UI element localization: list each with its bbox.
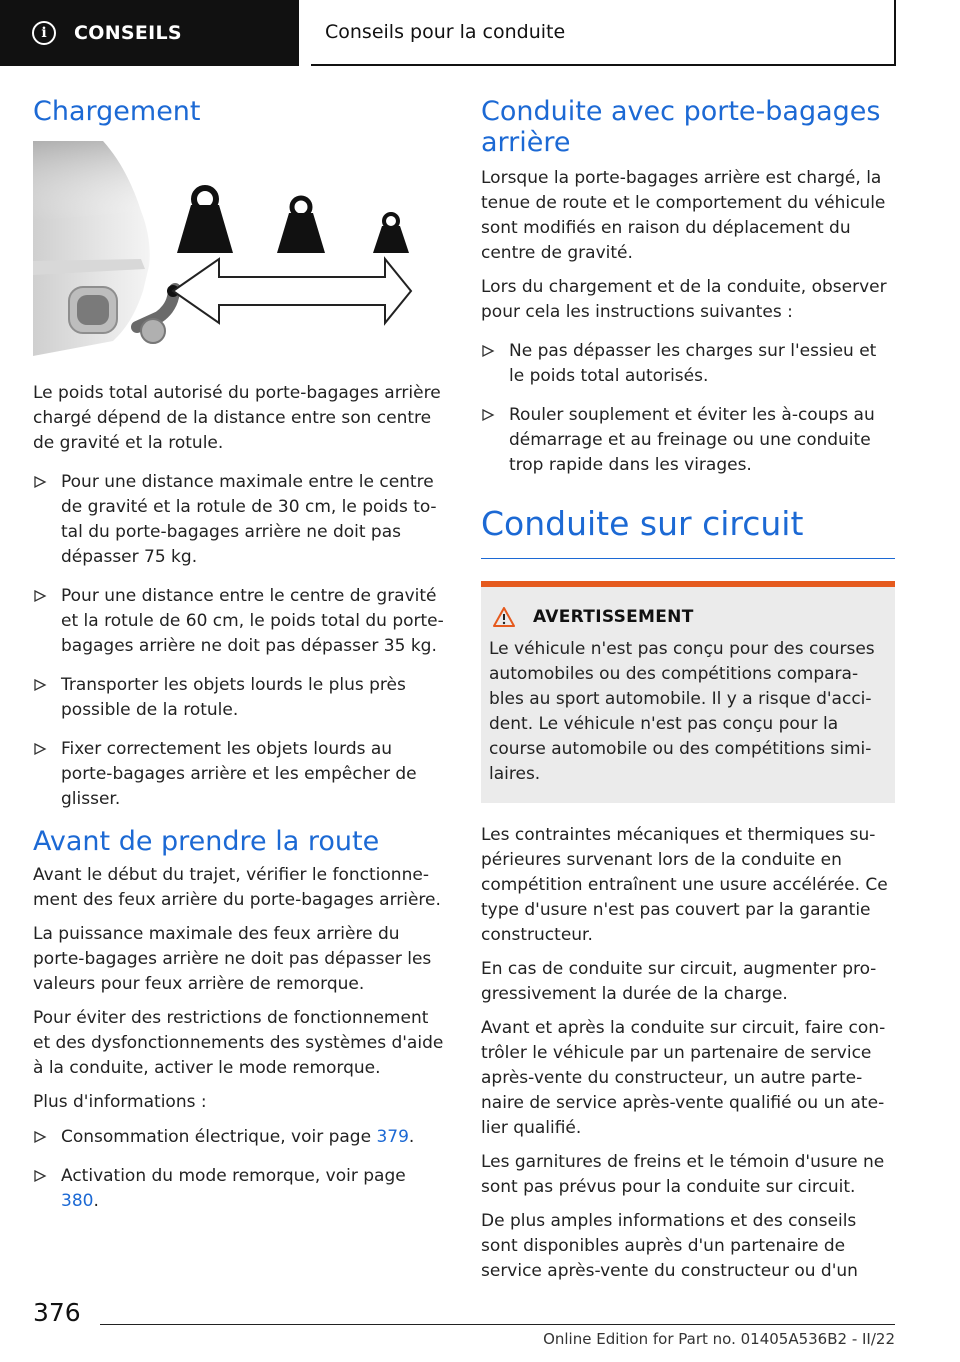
paragraph: Avant le début du trajet, vérifier le fonctionnement des feux arrière du porte-bagages arrière. bbox=[33, 865, 441, 910]
paragraph: Lors du chargement et de la conduite, observer pour cela les instructions suivantes : bbox=[481, 277, 887, 322]
left-column bbox=[33, 96, 446, 1228]
paragraph: Pour éviter des restrictions de fonctionnement et des dysfonctionnements des systèmes d'aide à la conduite, activer le mode remorque. bbox=[33, 1008, 444, 1078]
warning-title: AVERTISSEMENT bbox=[493, 607, 885, 627]
warning-text: Le véhicule n'est pas conçu pour des courses automobiles ou des compétitions comparables au sport automobile. Il y a risque d'accident. Le véhicule n'est pas conçu pour la course automobile ou des compétitions similaires. bbox=[489, 639, 875, 784]
paragraph: De plus amples informations et des conseils sont disponibles auprès d'un partenaire de service après-vente du constructeur ou d'un bbox=[481, 1211, 858, 1281]
paragraph: Avant et après la conduite sur circuit, faire contrôler le véhicule par un partenaire de service après-vente du constructeur, un autre partenaire de service après-vente qualifié ou un atelier qualifié. bbox=[481, 1018, 886, 1138]
bullet-list bbox=[33, 470, 446, 812]
warning-box bbox=[481, 581, 895, 803]
header-title: Conseils pour la conduite bbox=[311, 0, 896, 66]
list-item: Pour une distance maximale entre le centre de gravité et la rotule de 30 cm, le poids total du porte-bagages arrière ne doit pas dépasser 75 kg. bbox=[33, 470, 446, 570]
triangle-bullet-icon bbox=[481, 408, 495, 422]
paragraph: Lorsque la porte-bagages arrière est chargé, la tenue de route et le comportement du véhicule sont modifiés en raison du déplacement du centre de gravité. bbox=[481, 168, 886, 263]
paragraph: La puissance maximale des feux arrière du porte-bagages arrière ne doit pas dépasser les valeurs pour feux arrière de remorque. bbox=[33, 924, 432, 994]
triangle-bullet-icon bbox=[33, 589, 47, 603]
list-item: Rouler souplement et éviter les à-coups au démarrage et au freinage ou une conduite trop rapide dans les virages. bbox=[481, 403, 895, 478]
paragraph: Le poids total autorisé du porte-bagages arrière chargé dépend de la distance entre son centre de gravité et la rotule. bbox=[33, 383, 441, 453]
weight-small-icon bbox=[373, 214, 409, 253]
bullet-list bbox=[481, 339, 895, 478]
list-item: Ne pas dépasser les charges sur l'essieu et le poids total autorisés. bbox=[481, 339, 895, 389]
list-item: Consommation électrique, voir page 379. bbox=[33, 1125, 446, 1150]
footer-rule bbox=[100, 1324, 895, 1325]
list-item: Activation du mode remorque, voir page 380. bbox=[33, 1164, 446, 1214]
triangle-bullet-icon bbox=[33, 1169, 47, 1183]
right-column bbox=[481, 96, 895, 1293]
reference-list bbox=[33, 1125, 446, 1214]
load-distance-illustration bbox=[33, 141, 446, 363]
warning-triangle-icon bbox=[493, 607, 515, 627]
list-item: Pour une distance entre le centre de gravité et la rotule de 60 cm, le poids total du porte-bagages arrière ne doit pas dépasser 35 kg. bbox=[33, 584, 446, 659]
paragraph: En cas de conduite sur circuit, augmenter progressivement la durée de la charge. bbox=[481, 959, 877, 1004]
weight-medium-icon bbox=[277, 198, 325, 253]
page-link-379[interactable]: 379 bbox=[376, 1127, 409, 1147]
page-link-380[interactable]: 380 bbox=[61, 1191, 94, 1211]
header-section: CONSEILS bbox=[74, 22, 182, 44]
heading-avant-route: Avant de prendre la route bbox=[33, 826, 380, 857]
footer-edition: Online Edition for Part no. 01405A536B2 - II/22 bbox=[543, 1330, 895, 1348]
triangle-bullet-icon bbox=[33, 678, 47, 692]
paragraph: Les garnitures de freins et le témoin d'usure ne sont pas prévus pour la conduite sur circuit. bbox=[481, 1152, 885, 1197]
triangle-bullet-icon bbox=[33, 475, 47, 489]
triangle-bullet-icon bbox=[33, 742, 47, 756]
triangle-bullet-icon bbox=[33, 1130, 47, 1144]
header-section-tab bbox=[0, 0, 299, 66]
triangle-bullet-icon bbox=[481, 344, 495, 358]
paragraph: Les contraintes mécaniques et thermiques supérieures survenant lors de la conduite en compétition entraînent une usure accélérée. Ce type d'usure n'est pas couvert par la garantie constructeur. bbox=[481, 825, 888, 945]
heading-conduite-porte-bagages: Conduite avec porte-bagages arrière bbox=[481, 96, 881, 158]
heading-conduite-circuit: Conduite sur circuit bbox=[481, 504, 804, 543]
paragraph: Plus d'informations : bbox=[33, 1092, 207, 1112]
heading-rule bbox=[481, 558, 895, 559]
list-item: Transporter les objets lourds le plus près possible de la rotule. bbox=[33, 673, 446, 723]
info-icon: i bbox=[32, 21, 56, 45]
list-item: Fixer correctement les objets lourds au porte-bagages arrière et les empêcher de glisser. bbox=[33, 737, 446, 812]
heading-chargement: Chargement bbox=[33, 96, 201, 127]
page-number: 376 bbox=[33, 1298, 81, 1327]
weight-large-icon bbox=[177, 188, 233, 253]
